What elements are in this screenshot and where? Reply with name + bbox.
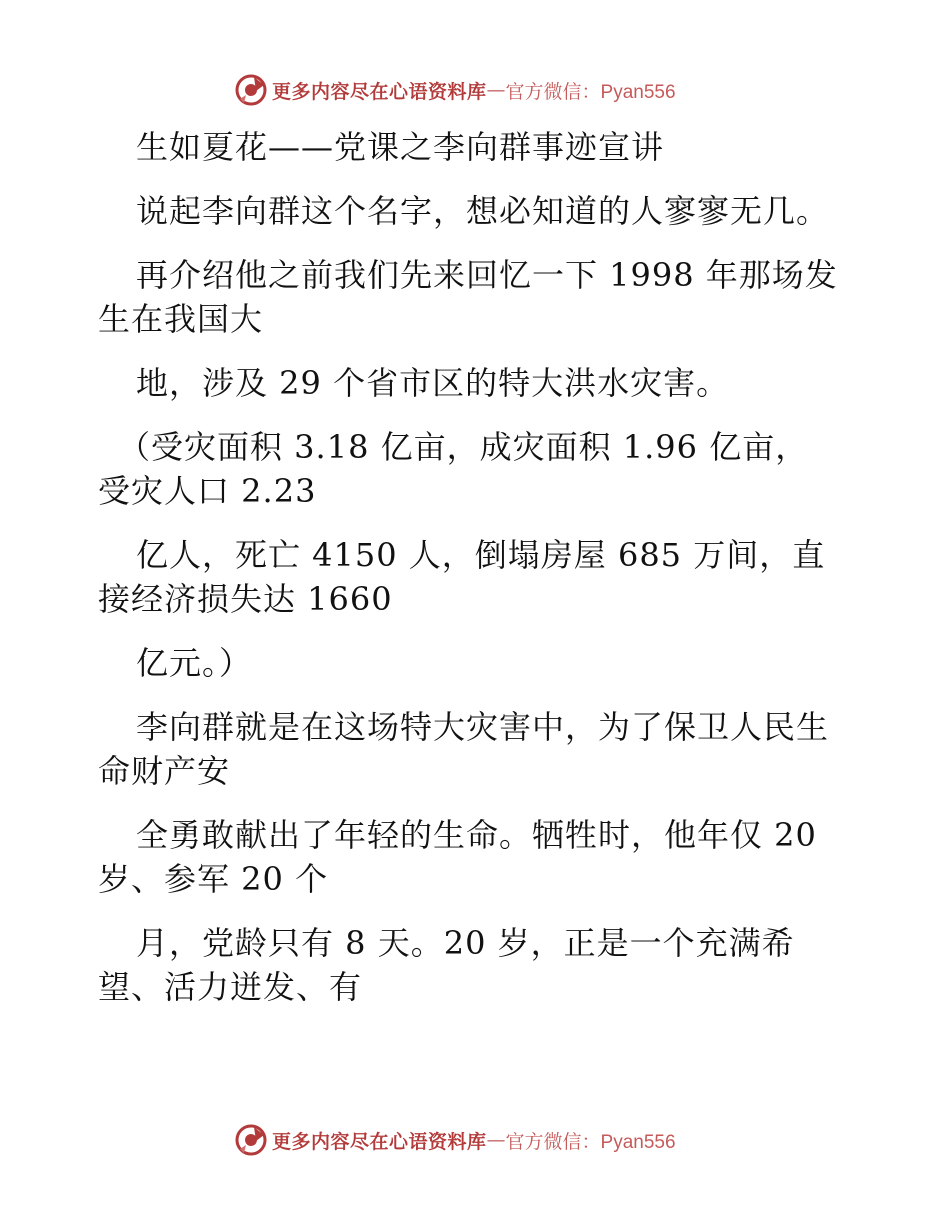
document-body: [98, 125, 898, 1009]
paragraph-line: 生在我国大: [98, 300, 264, 338]
banner-text: 更多内容尽在心语资料库: [272, 1130, 487, 1153]
paragraph-line: 接经济损失达 1660: [98, 580, 393, 618]
paragraph-line: 全勇敢献出了年轻的生命。牺牲时，他年仅 20: [136, 816, 817, 854]
banner-wechat: 官方微信：Pyan556: [505, 81, 676, 103]
paragraph-line: 地，涉及 29 个省市区的特大洪水灾害。: [136, 364, 730, 402]
paragraph-line: 受灾人口 2.23: [98, 472, 317, 510]
header-banner: [234, 70, 714, 110]
banner-text: 更多内容尽在心语资料库: [272, 80, 487, 103]
paragraph-line: 说起李向群这个名字，想必知道的人寥寥无几。: [136, 192, 830, 230]
banner-separator: —: [486, 1129, 506, 1151]
logo-icon: [234, 1123, 268, 1157]
paragraph-line: 岁、参军 20 个: [98, 860, 329, 898]
paragraph-line: 亿人，死亡 4150 人，倒塌房屋 685 万间，直: [136, 536, 826, 574]
footer-banner: [234, 1120, 714, 1160]
title-line: 生如夏花——党课之李向群事迹宣讲: [136, 128, 665, 166]
paragraph-line: 李向群就是在这场特大灾害中，为了保卫人民生: [136, 708, 830, 746]
paragraph-line: （受灾面积 3.18 亿亩，成灾面积 1.96 亿亩，: [118, 428, 809, 466]
banner-wechat: 官方微信：Pyan556: [505, 1131, 676, 1153]
logo-icon: [234, 73, 268, 107]
banner-separator: —: [486, 79, 506, 101]
paragraph-line: 再介绍他之前我们先来回忆一下 1998 年那场发: [136, 256, 838, 294]
paragraph-line: 望、活力迸发、有: [98, 968, 363, 1006]
paragraph-line: 亿元。）: [136, 644, 253, 682]
paragraph-line: 月，党龄只有 8 天。20 岁，正是一个充满希: [136, 924, 795, 962]
paragraph-line: 命财产安: [98, 752, 231, 790]
